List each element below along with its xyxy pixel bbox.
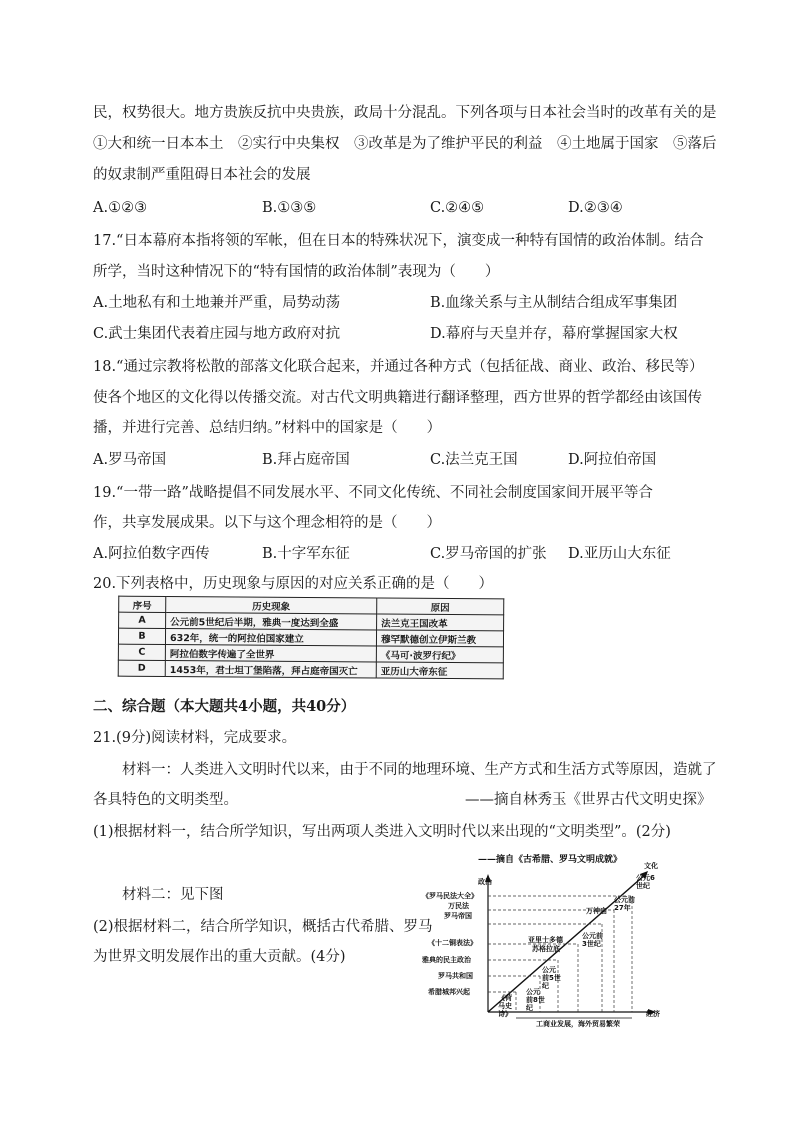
- table-header-cell: 历史现象: [166, 596, 377, 613]
- q21-material1-line1: 材料一：人类进入文明时代以来，由于不同的地理环境、生产方式和生活方式等原因，造就了: [122, 762, 717, 778]
- figure-ylabel: 万民法: [448, 902, 469, 910]
- q16-option-d[interactable]: D.②③④: [568, 200, 623, 216]
- q16-option-b[interactable]: B.①③⑤: [262, 200, 317, 216]
- history-table: [118, 596, 505, 680]
- q18-line3: 播，并进行完善、总结归纳。”材料中的国家是（ ）: [93, 420, 442, 436]
- figure-caption: ——摘自《古希腊、罗马文明成就》: [478, 855, 623, 865]
- figure-point: 公元前8世纪: [526, 988, 545, 1012]
- figure-ylabel: 罗马帝国: [444, 912, 472, 920]
- q17-option-d[interactable]: D.幕府与天皇并存，幕府掌握国家大权: [430, 326, 678, 342]
- q21-material1-line2: 各具特色的文明类型。: [93, 792, 238, 808]
- q17-option-a[interactable]: A.土地私有和土地兼并严重，局势动荡: [93, 295, 341, 311]
- q18-option-a[interactable]: A.罗马帝国: [93, 452, 167, 468]
- q19-option-b[interactable]: B.十字军东征: [262, 546, 350, 562]
- q21-head: 21.(9分)阅读材料，完成要求。: [93, 730, 297, 746]
- table-cell: 穆罕默德创立伊斯兰教: [376, 630, 503, 647]
- q18-line2: 使各个地区的文化得以传播交流。对古代文明典籍进行翻译整理，西方世界的哲学都经由该国传: [93, 390, 702, 406]
- figure-work: 万神庙: [586, 907, 607, 915]
- table-cell: D: [118, 660, 165, 676]
- q16-option-c[interactable]: C.②④⑤: [430, 200, 485, 216]
- figure-point: 公元6世纪: [636, 874, 655, 890]
- q19-line2: 作，共享发展成果。以下与这个理念相符的是（ ）: [93, 515, 441, 531]
- q16-line2: ①大和统一日本本土 ②实行中央集权 ③改革是为了维护平民的利益 ④土地属于国家 ⑤落后: [93, 136, 717, 152]
- table-cell: 公元前5世纪后半期，雅典一度达到全盛: [166, 612, 377, 629]
- figure-axis-x-note: 工商业发展，海外贸易繁荣: [536, 1020, 620, 1028]
- figure-ylabel: 《罗马民法大全》: [422, 892, 478, 900]
- table-cell: 632年，统一的阿拉伯国家建立: [165, 628, 376, 645]
- q16-line3: 的奴隶制严重阻碍日本社会的发展: [93, 167, 311, 183]
- q18-option-c[interactable]: C.法兰克王国: [430, 452, 518, 468]
- section-title: 二、综合题（本大题共4小题，共40分）: [93, 698, 356, 715]
- q21-question2-line1: (2)根据材料二，结合所学知识，概括古代希腊、罗马: [93, 919, 433, 935]
- table-row: [118, 660, 503, 679]
- figure-work: 苏格拉底: [532, 945, 560, 953]
- q21-question1: (1)根据材料一，结合所学知识，写出两项人类进入文明时代以来出现的“文明类型”。(2分): [93, 824, 671, 840]
- q18-option-b[interactable]: B.拜占庭帝国: [262, 452, 350, 468]
- q17-line2: 所学，当时这种情况下的“特有国情的政治体制”表现为（ ）: [93, 264, 500, 280]
- q18-option-d[interactable]: D.阿拉伯帝国: [568, 452, 657, 468]
- table-cell: 阿拉伯数字传遍了全世界: [165, 644, 376, 661]
- civilization-figure: [418, 852, 668, 1042]
- figure-point: 公元前3世纪: [582, 932, 603, 948]
- table-cell: 《马可·波罗行纪》: [376, 646, 503, 663]
- q17-line1: 17.“日本幕府本指将领的军帐，但在日本的特殊状况下，演变成一种特有国情的政治体制。结合: [93, 233, 704, 249]
- q16-option-a[interactable]: A.①②③: [93, 200, 148, 216]
- figure-ylabel: 希腊城邦兴起: [428, 988, 470, 996]
- table-cell: A: [119, 612, 166, 628]
- figure-axis-x: 经济: [646, 1010, 660, 1018]
- table-header-cell: 原因: [377, 598, 504, 615]
- q19-line1: 19.“一带一路”战略提倡不同发展水平、不同文化传统、不同社会制度国家间开展平等合: [93, 485, 653, 501]
- figure-work: 《荷马史诗》: [498, 994, 512, 1018]
- figure-work: 亚里士多德: [528, 936, 563, 944]
- figure-point: 公元前27年: [614, 896, 635, 912]
- table-header-cell: 序号: [119, 596, 166, 612]
- figure-ylabel: 雅典的民主政治: [422, 956, 471, 964]
- q19-option-c[interactable]: C.罗马帝国的扩张: [430, 546, 547, 562]
- q21-material1-source: ——摘自林秀玉《世界古代文明史探》: [465, 792, 712, 808]
- q19-option-a[interactable]: A.阿拉伯数字西传: [93, 546, 210, 562]
- q16-line1: 民，权势很大。地方贵族反抗中央贵族，政局十分混乱。下列各项与日本社会当时的改革有关的是: [93, 105, 717, 121]
- q20-line1: 20.下列表格中，历史现象与原因的对应关系正确的是（ ）: [93, 576, 494, 592]
- figure-ylabel: 《十二铜表法》: [428, 939, 477, 947]
- table-cell: 1453年，君士坦丁堡陷落，拜占庭帝国灭亡: [165, 660, 376, 677]
- figure-axis-diag: 文化: [644, 862, 658, 870]
- q18-line1: 18.“通过宗教将松散的部落文化联合起来，并通过各种方式（包括征战、商业、政治、移民等）: [93, 359, 704, 375]
- figure-axis-y: 政治: [478, 878, 492, 886]
- table-cell: 法兰克王国改革: [377, 614, 504, 631]
- figure-ylabel: 罗马共和国: [438, 972, 473, 980]
- q21-material2: 材料二：见下图: [122, 887, 224, 903]
- figure-point: 公元前5世纪: [542, 966, 561, 990]
- table-cell: B: [118, 628, 165, 644]
- table-cell: C: [118, 644, 165, 660]
- q17-option-c[interactable]: C.武士集团代表着庄园与地方政府对抗: [93, 326, 341, 342]
- q17-option-b[interactable]: B.血缘关系与主从制结合组成军事集团: [430, 295, 678, 311]
- q19-option-d[interactable]: D.亚历山大东征: [568, 546, 671, 562]
- table-cell: 亚历山大帝东征: [376, 662, 503, 679]
- q21-question2-line2: 为世界文明发展作出的重大贡献。(4分): [93, 949, 346, 965]
